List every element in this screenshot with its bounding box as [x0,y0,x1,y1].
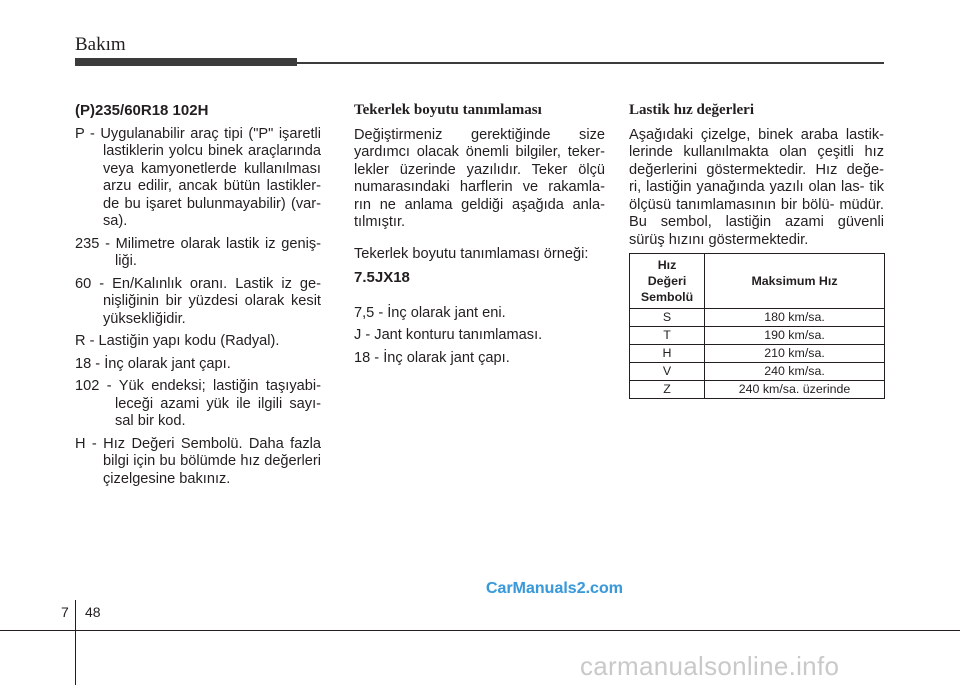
table-header-row [630,254,885,309]
wheel-size-example-code: 7.5JX18 [354,269,410,286]
wheel-size-line-contour: J - Jant konturu tanımlaması. [354,327,543,343]
wheel-size-paragraph: Değiştirmeniz gerektiğinde size yardımcı olacak önemli bilgiler, teker- lekler üzerinde yazılıdır. Teker ölçü numarasındaki harflerin ve rakamla- rın ne anlama geldiği aşağıda anla- tılmıştır. [354,126,605,230]
tire-code-item-h: H - Hız Değeri Sembolü. Daha fazla bilgi için bu bölümde hız değerleri çizelgesine bakınız. [75,435,321,487]
speed-rating-heading: Lastik hız değerleri [629,102,754,118]
wheel-size-heading: Tekerlek boyutu tanımlaması [354,102,542,118]
table-row [630,381,885,399]
table-row [630,345,885,363]
tire-code-heading: (P)235/60R18 102H [75,102,209,119]
header-symbol-line: Sembolü [640,290,694,304]
wheel-size-line-diameter: 18 - İnç olarak jant çapı. [354,349,510,366]
symbol-cell: V [630,363,705,381]
footer-divider [75,600,76,685]
header-max-speed: Maksimum Hız [705,254,885,309]
speed-cell: 210 km/sa. [705,345,885,363]
header-bar-thick [75,58,297,66]
tire-code-item-60: 60 - En/Kalınlık oranı. Lastik iz ge- nişliğinin bir yüzdesi olarak kesit yüksekliğidir. [75,275,321,327]
symbol-cell: H [630,345,705,363]
header-symbol-line: Hız [657,258,677,272]
speed-cell: 240 km/sa. üzerinde [705,381,885,399]
tire-code-column [75,102,321,493]
header-symbol [630,254,705,309]
footer-rule [0,630,960,631]
section-title: Bakım [75,34,126,55]
site-watermark: carmanualsonline.info [580,651,840,681]
tire-code-item-r: R - Lastiğin yapı kodu (Radyal). [75,333,280,349]
chapter-number: 7 [61,604,69,620]
watermark-link[interactable]: CarManuals2.com [486,580,623,597]
tire-code-item-102: 102 - Yük endeksi; lastiğin taşıyabi- leceği azami yük ile ilgili sayı- sal bir kod. [75,378,321,429]
table-row [630,309,885,327]
symbol-cell: Z [630,381,705,399]
tire-code-item-18: 18 - İnç olarak jant çapı. [75,355,231,372]
page-number: 48 [85,604,101,620]
speed-cell: 190 km/sa. [705,327,885,345]
speed-cell: 180 km/sa. [705,309,885,327]
wheel-size-line-width: 7,5 - İnç olarak jant eni. [354,304,506,321]
table-row [630,327,885,345]
header-symbol-line: Değeri [647,274,687,288]
speed-rating-table [629,253,885,399]
tire-code-item-p: P - Uygulanabilir araç tipi ("P" işaretli lastiklerin yolcu binek araçlarında veya kamyonetlerde kullanılması arzu edilir, ancak bütün lastikler- de bu işaret bulunmayabilir) (var- sa). [75,125,321,229]
table-row [630,363,885,381]
wheel-size-example-intro: Tekerlek boyutu tanımlaması örneği: [354,245,589,262]
header-rule [297,62,884,64]
symbol-cell: T [630,327,705,345]
tire-code-item-235: 235 - Milimetre olarak lastik iz geniş- liği. [75,235,321,269]
speed-rating-paragraph: Aşağıdaki çizelge, binek araba lastik- lerinde kullanılmakta olan çeşitli hız değerlerini göstermektedir. Hız değe- ri, lastiğin yanağında yazılı olan las- tik ölçüsü tanımlamasının bir bölü- müdür. Bu sembol, lastiğin azami güvenli sürüş hızını göstermektedir. [629,126,884,248]
speed-cell: 240 km/sa. [705,363,885,381]
symbol-cell: S [630,309,705,327]
speed-rating-column [629,102,884,263]
wheel-size-column [354,102,605,372]
